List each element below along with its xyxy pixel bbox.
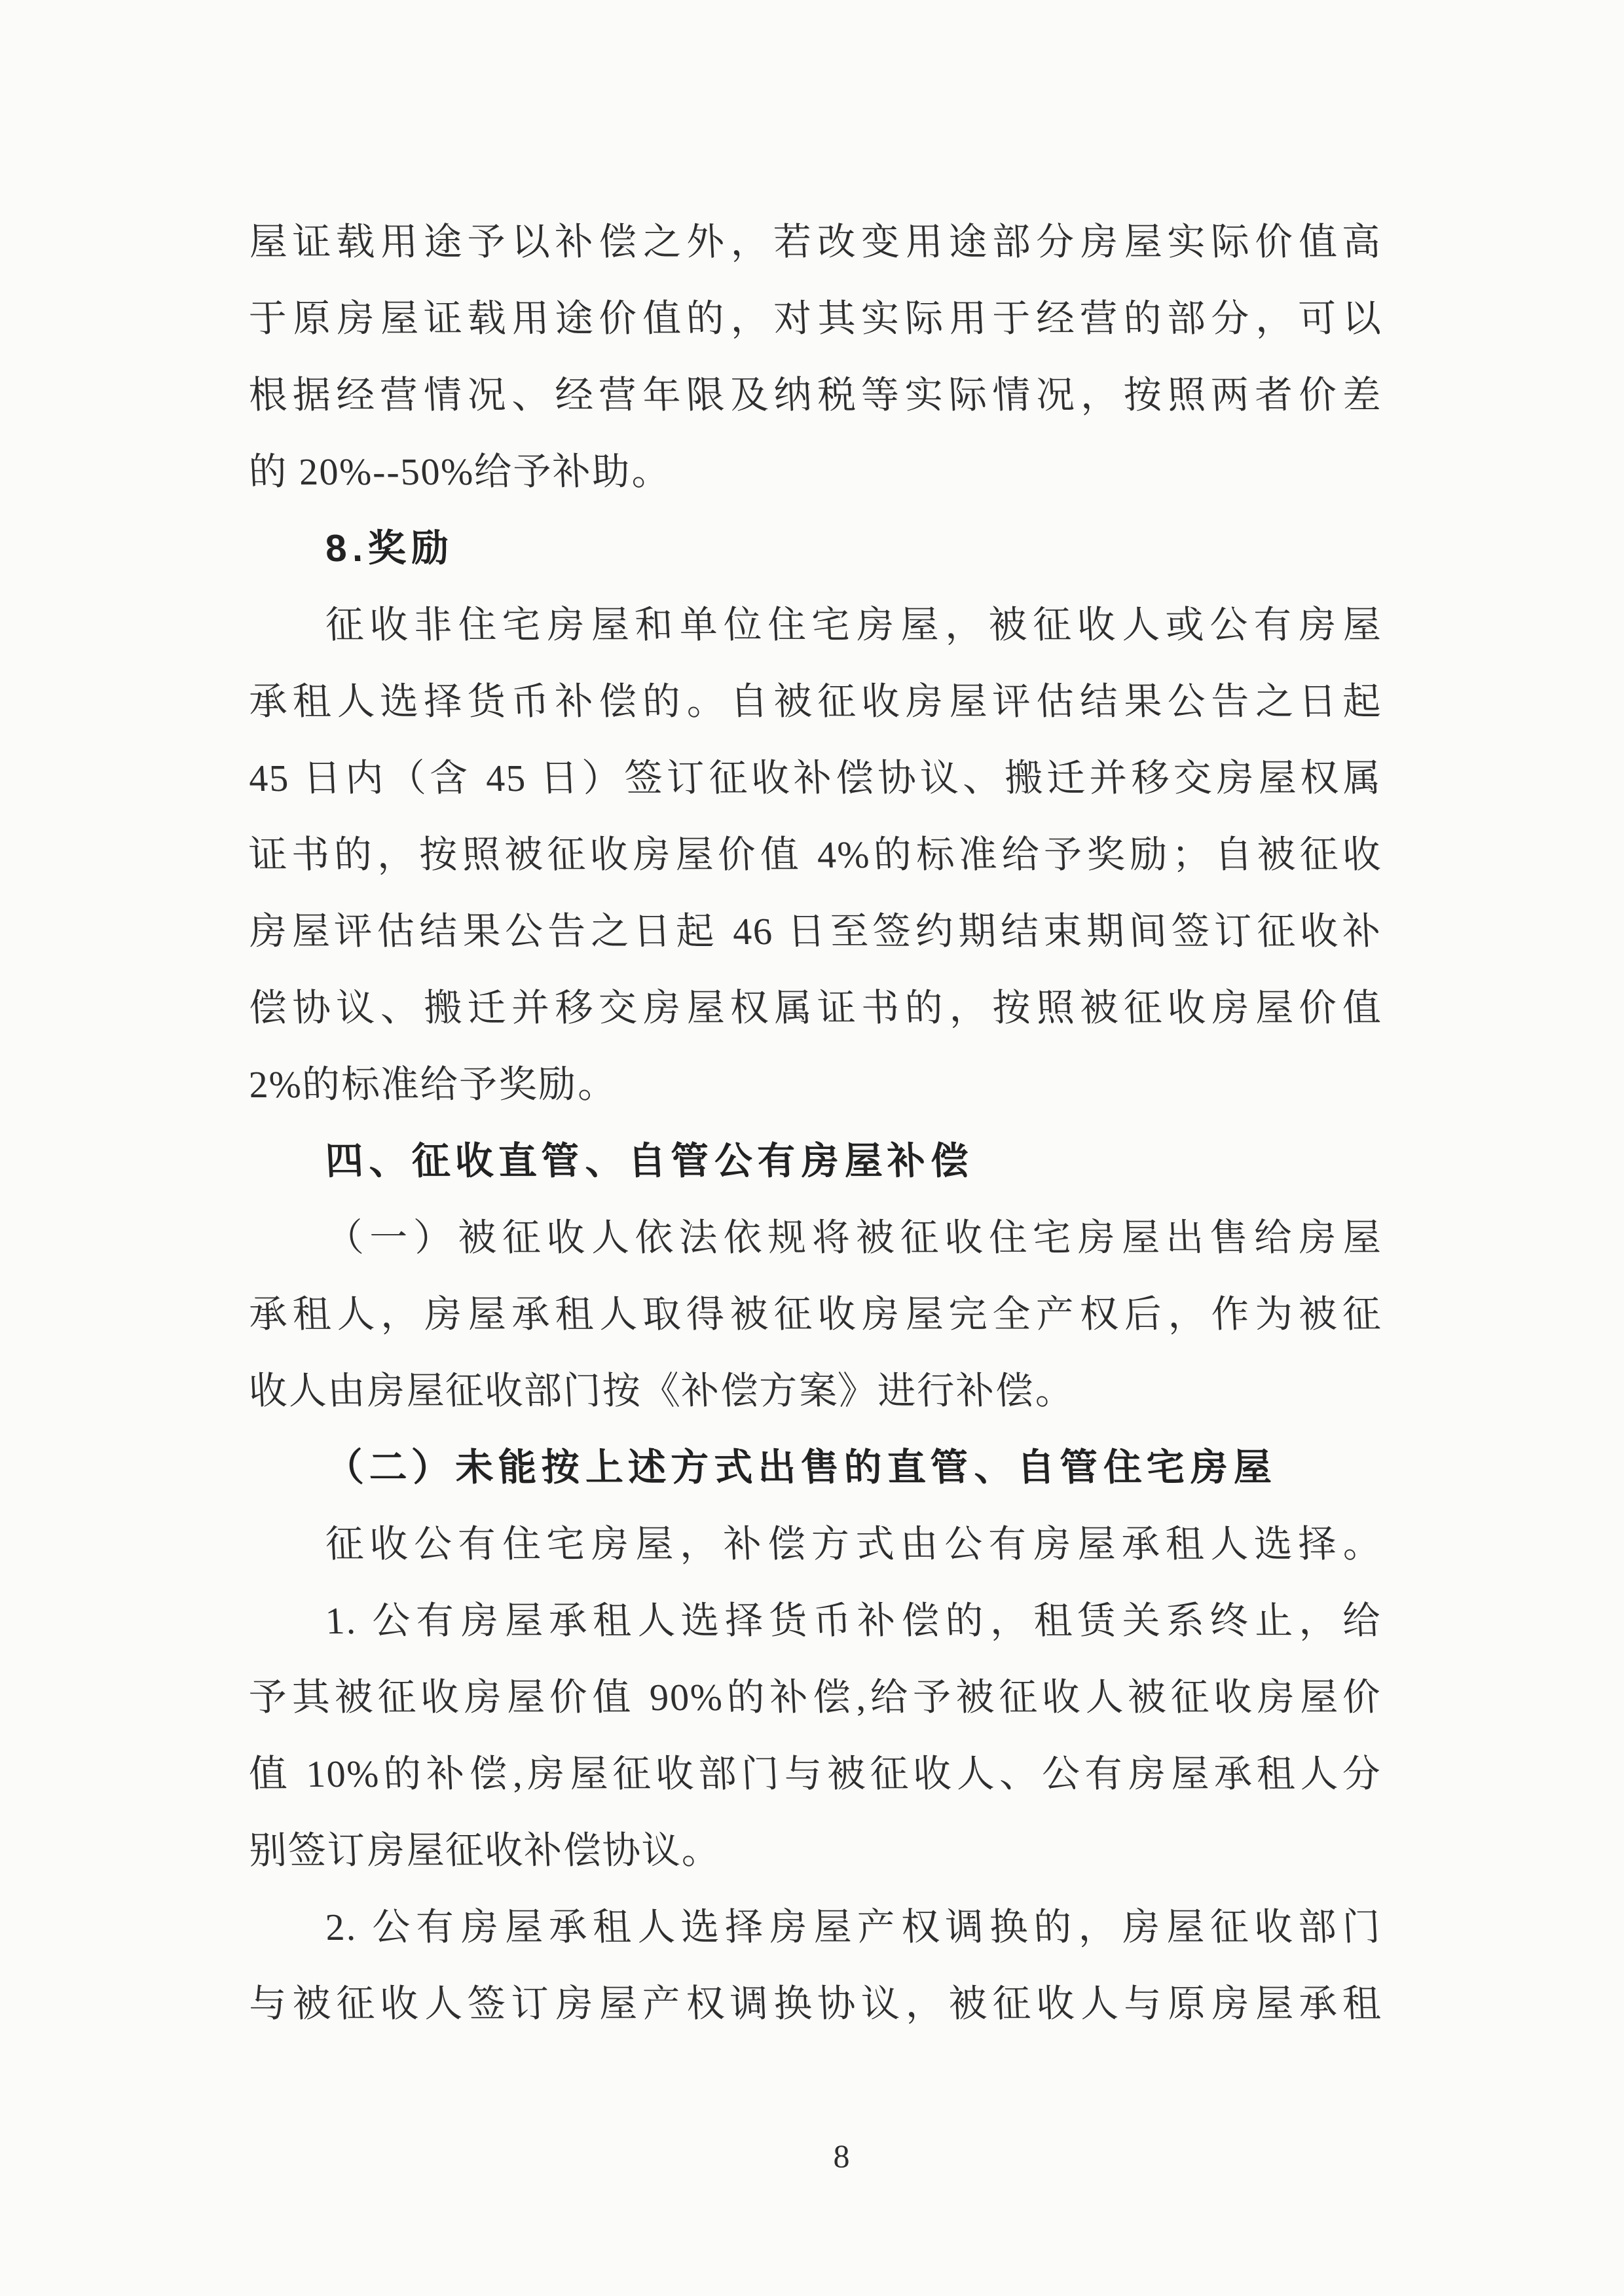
text-line: 1. 公有房屋承租人选择货币补偿的，租赁关系终止，给 xyxy=(324,1599,1383,1642)
text-line: 于原房屋证载用途价值的，对其实际用于经营的部分，可以 xyxy=(248,297,1383,340)
text-line: 收人由房屋征收部门按《补偿方案》进行补偿。 xyxy=(248,1370,1075,1412)
document-lines xyxy=(249,204,1382,2042)
heading-line: （二）未能按上述方式出售的直管、自管住宅房屋 xyxy=(324,1446,1278,1489)
text-line: 证书的，按照被征收房屋价值 4%的标准给予奖励；自被征收 xyxy=(248,833,1383,876)
text-line: 承租人选择货币补偿的。自被征收房屋评估结果公告之日起 xyxy=(248,680,1383,723)
text-line: 偿协议、搬迁并移交房屋权属证书的，按照被征收房屋价值 xyxy=(248,987,1383,1029)
text-line: 根据经营情况、经营年限及纳税等实际情况，按照两者价差 xyxy=(248,374,1383,416)
text-line: 予其被征收房屋价值 90%的补偿,给予被征收人被征收房屋价 xyxy=(248,1676,1383,1719)
text-line: 2. 公有房屋承租人选择房屋产权调换的，房屋征收部门 xyxy=(324,1906,1383,1948)
text-line: 屋证载用途予以补偿之外，若改变用途部分房屋实际价值高 xyxy=(248,221,1383,263)
text-line: 45 日内（含 45 日）签订征收补偿协议、搬迁并移交房屋权属 xyxy=(248,757,1383,799)
text-line: 的 20%--50%给予补助。 xyxy=(248,450,672,493)
text-line: （一）被征收人依法依规将被征收住宅房屋出售给房屋 xyxy=(324,1216,1383,1259)
text-line: 征收公有住宅房屋，补偿方式由公有房屋承租人选择。 xyxy=(324,1523,1383,1565)
heading-line: 8.奖励 xyxy=(324,527,456,570)
text-line: 房屋评估结果公告之日起 46 日至签约期结束期间签订征收补 xyxy=(248,910,1383,953)
text-line: 值 10%的补偿,房屋征收部门与被征收人、公有房屋承租人分 xyxy=(248,1753,1383,1795)
text-line: 承租人，房屋承租人取得被征收房屋完全产权后，作为被征 xyxy=(248,1293,1383,1336)
text-line: 2%的标准给予奖励。 xyxy=(248,1063,618,1106)
page-number: 8 xyxy=(833,2138,850,2174)
text-line: 别签订房屋征收补偿协议。 xyxy=(248,1829,722,1872)
text-line: 征收非住宅房屋和单位住宅房屋，被征收人或公有房屋 xyxy=(324,604,1383,646)
text-line: 与被征收人签订房屋产权调换协议，被征收人与原房屋承租 xyxy=(248,1982,1383,2025)
heading-line: 四、征收直管、自管公有房屋补偿 xyxy=(324,1140,975,1182)
